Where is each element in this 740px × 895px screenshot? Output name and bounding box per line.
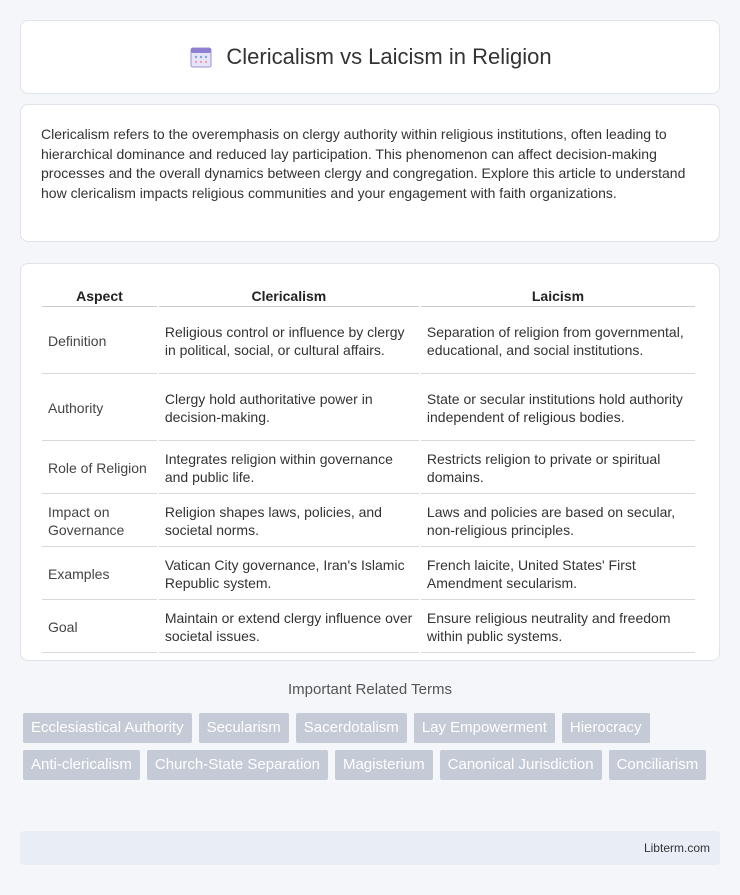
related-term-tag[interactable]: Church-State Separation — [147, 750, 328, 780]
row-aspect: Impact on Governance — [42, 496, 157, 547]
row-aspect: Goal — [42, 602, 157, 653]
intro-card — [20, 104, 720, 242]
row-laicism: Restricts religion to private or spiritual domains. — [421, 443, 695, 494]
row-clericalism: Religious control or influence by clergy in political, social, or cultural affairs. — [159, 309, 419, 374]
table-row — [42, 549, 695, 600]
header-clericalism: Clericalism — [159, 284, 419, 307]
table-row — [42, 443, 695, 494]
row-clericalism: Religion shapes laws, policies, and societal norms. — [159, 496, 419, 547]
related-term-tag[interactable]: Lay Empowerment — [414, 713, 555, 743]
footer — [20, 831, 720, 865]
header-aspect: Aspect — [42, 284, 157, 307]
row-laicism: French laicite, United States' First Amendment secularism. — [421, 549, 695, 600]
row-clericalism: Vatican City governance, Iran's Islamic Republic system. — [159, 549, 419, 600]
row-laicism: State or secular institutions hold authority independent of religious bodies. — [421, 376, 695, 441]
table-row — [42, 309, 695, 374]
comparison-table — [40, 282, 697, 655]
related-term-tag[interactable]: Magisterium — [335, 750, 433, 780]
related-term-tag[interactable]: Secularism — [199, 713, 289, 743]
row-laicism: Separation of religion from governmental, educational, and social institutions. — [421, 309, 695, 374]
comparison-table-card — [20, 263, 720, 661]
row-aspect: Authority — [42, 376, 157, 441]
title-card — [20, 20, 720, 94]
row-clericalism: Clergy hold authoritative power in decision-making. — [159, 376, 419, 441]
related-term-tag[interactable]: Ecclesiastical Authority — [23, 713, 192, 743]
table-row — [42, 496, 695, 547]
related-term-tag[interactable]: Sacerdotalism — [296, 713, 407, 743]
table-row — [42, 602, 695, 653]
related-term-tag[interactable]: Canonical Jurisdiction — [440, 750, 602, 780]
intro-text: Clericalism refers to the overemphasis on clergy authority within religious institutions, often leading to hierarchical dominance and reduced lay participation. This phenomenon can affect decision-making processes and the overall dynamics between clergy and congregation. Explore this article to understand how clericalism impacts religious communities and your engagement with faith organizations. — [41, 126, 686, 201]
related-terms-list — [23, 713, 723, 787]
row-clericalism: Integrates religion within governance and public life. — [159, 443, 419, 494]
related-term-tag[interactable]: Conciliarism — [609, 750, 707, 780]
page-title: Clericalism vs Laicism in Religion — [226, 44, 552, 69]
document-icon — [188, 44, 214, 70]
footer-site-link[interactable]: Libterm.com — [643, 841, 710, 855]
row-laicism: Ensure religious neutrality and freedom within public systems. — [421, 602, 695, 653]
row-aspect: Role of Religion — [42, 443, 157, 494]
table-header-row — [42, 284, 695, 307]
row-clericalism: Maintain or extend clergy influence over societal issues. — [159, 602, 419, 653]
row-laicism: Laws and policies are based on secular, non-religious principles. — [421, 496, 695, 547]
header-laicism: Laicism — [421, 284, 695, 307]
related-terms-title: Important Related Terms — [288, 681, 452, 698]
row-aspect: Examples — [42, 549, 157, 600]
row-aspect: Definition — [42, 309, 157, 374]
table-row — [42, 376, 695, 441]
related-term-tag[interactable]: Anti-clericalism — [23, 750, 140, 780]
related-term-tag[interactable]: Hierocracy — [562, 713, 650, 743]
